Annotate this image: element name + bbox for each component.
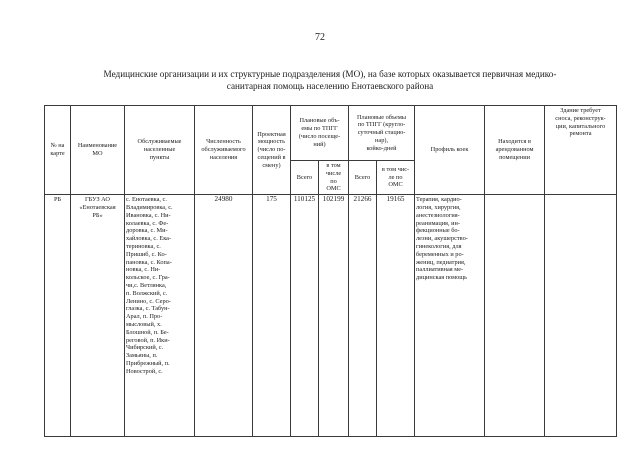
cell-visits-total: 110125	[291, 195, 319, 437]
text-line: колаевка, с. Фе-	[126, 219, 169, 227]
text-line: сноса, реконструк-	[555, 114, 606, 122]
text-line: № на	[50, 142, 65, 150]
text-line: териновка, с.	[126, 242, 161, 250]
text-line: Плановые объемы	[357, 113, 407, 121]
text-line: Чибирский, с.	[126, 344, 164, 352]
header-visits-oms	[319, 161, 349, 195]
header-bed-profile	[415, 106, 485, 195]
text-line: п. Волжский, с.	[126, 289, 168, 297]
text-line: Ивановка, с. Ни-	[126, 211, 171, 219]
text-line: числе	[325, 169, 342, 177]
text-line: (число посеще-	[298, 133, 341, 140]
header-map-number	[45, 106, 71, 195]
text-line: Новострой, с.	[126, 367, 163, 375]
organizations-table	[44, 105, 617, 437]
text-line: Профиль коек	[430, 146, 469, 154]
text-line: ремонта	[569, 130, 592, 138]
text-line: ОМС	[326, 185, 341, 193]
cell-map-number: РБ	[45, 195, 71, 437]
text-line: Замьяны, п.	[126, 352, 158, 360]
text-line: смену)	[262, 161, 281, 169]
text-line: паллиативная ме-	[416, 266, 464, 274]
text-line: населенные	[143, 146, 176, 154]
text-line: с. Енотаевка, с.	[126, 196, 167, 204]
text-line: Наименование	[77, 142, 118, 150]
cell-bed-profile	[415, 195, 485, 437]
text-line: Терапия, кардио-	[416, 196, 462, 204]
header-planned-visits	[291, 106, 349, 161]
cell-demolition	[545, 195, 617, 437]
document-title	[60, 68, 600, 92]
header-beddays-total	[349, 161, 377, 195]
text-line: Здание требует	[560, 107, 601, 114]
text-line: Находится в	[498, 138, 531, 146]
text-line: карте	[50, 150, 65, 158]
text-line: гинекология, для	[416, 242, 462, 250]
header-beddays-oms	[377, 161, 415, 195]
text-line: Блошной, п. Бе-	[126, 328, 169, 336]
text-line: (число по-	[257, 146, 286, 154]
text-line: суточный стацио-	[357, 129, 406, 137]
text-line: доровка, с. Ми-	[126, 227, 168, 235]
header-visits-total	[291, 161, 319, 195]
text-line: хайловка, с. Ека-	[126, 235, 172, 243]
text-line: реанимация, ин-	[416, 219, 460, 227]
cell-visits-oms: 102199	[319, 195, 349, 437]
text-line: пановка, с. Копа-	[126, 258, 172, 266]
text-line: МО	[92, 150, 103, 158]
text-line: по ТПГГ (кругло-	[357, 121, 406, 129]
text-line: анестезиология-	[416, 211, 460, 219]
text-line: в том чис-	[381, 165, 410, 173]
text-line: Прибрежный, п.	[126, 359, 170, 367]
cell-rented	[485, 195, 545, 437]
text-line: ции, капитального	[555, 122, 606, 130]
text-line: РБ»	[92, 211, 103, 219]
text-line: дицинская помощь	[416, 274, 467, 282]
text-line: новка, с. Ни-	[126, 266, 161, 274]
text-line: Численность	[206, 138, 241, 146]
cell-settlements	[125, 195, 195, 437]
header-mo-name	[71, 106, 125, 195]
text-line: Всего	[354, 173, 371, 181]
cell-beddays-oms: 19165	[377, 195, 415, 437]
text-line: Обслуживаемые	[137, 138, 182, 146]
text-line: населения	[209, 153, 238, 161]
text-line: «Енотаевская	[79, 203, 116, 211]
text-line: Владимировка, с.	[126, 203, 173, 211]
text-line: ний)	[313, 140, 326, 148]
text-line: глазка, с. Табун-	[126, 305, 170, 313]
text-line: помещении	[499, 153, 530, 161]
header-rented	[485, 106, 545, 195]
text-line: пункты	[149, 153, 170, 161]
text-line: ОМС	[388, 181, 403, 189]
cell-mo-name	[71, 195, 125, 437]
text-line: койко-дней	[366, 144, 397, 152]
title-line-2: санитарная помощь населению Енотаевского района	[226, 81, 434, 91]
header-demolition	[545, 106, 617, 195]
text-line: фекционные бо-	[416, 227, 460, 235]
text-line: лезни, акушерство-	[416, 235, 468, 243]
text-line: ГБУЗ АО	[85, 196, 110, 204]
text-line: Всего	[296, 173, 313, 181]
text-line: в том	[326, 162, 341, 169]
text-line: арендованном	[495, 146, 534, 154]
page-number: 72	[315, 32, 325, 43]
text-line: мысловый, х.	[126, 320, 162, 328]
text-line: жениц, педиатрия,	[416, 258, 466, 266]
text-line: обслуживаемого	[201, 146, 246, 154]
text-line: мощность	[257, 138, 286, 146]
text-line: Арал, п. Про-	[126, 313, 163, 321]
text-line: логия, хирургия,	[416, 203, 461, 211]
cell-population: 24980	[195, 195, 253, 437]
header-settlements	[125, 106, 195, 195]
text-line: Плановые объ-	[299, 117, 340, 125]
text-line: ле по	[388, 173, 403, 181]
text-line: беременных и ро-	[416, 250, 464, 258]
text-line: нар),	[375, 136, 389, 144]
text-line: чи,с. Ветлянка,	[126, 281, 167, 289]
text-line: Пришиб, с. Ко-	[126, 250, 167, 258]
text-line: Ленино, с. Серо-	[126, 297, 171, 305]
text-line: реговой, п. Ики-	[126, 336, 170, 344]
header-population	[195, 106, 253, 195]
cell-capacity: 175	[253, 195, 291, 437]
text-line: сещений в	[257, 153, 286, 161]
header-planned-beddays	[349, 106, 415, 161]
table-row	[45, 195, 617, 437]
text-line: кольское, с. Гра-	[126, 274, 170, 282]
text-line: емы по ТПГГ	[301, 125, 338, 133]
cell-beddays-total: 21266	[349, 195, 377, 437]
header-capacity	[253, 106, 291, 195]
text-line: Проектная	[257, 130, 286, 138]
text-line: по	[330, 177, 337, 185]
title-line-1: Медицинские организации и их структурные подразделения (МО), на базе которых оказывается первичная медико-	[103, 69, 557, 79]
